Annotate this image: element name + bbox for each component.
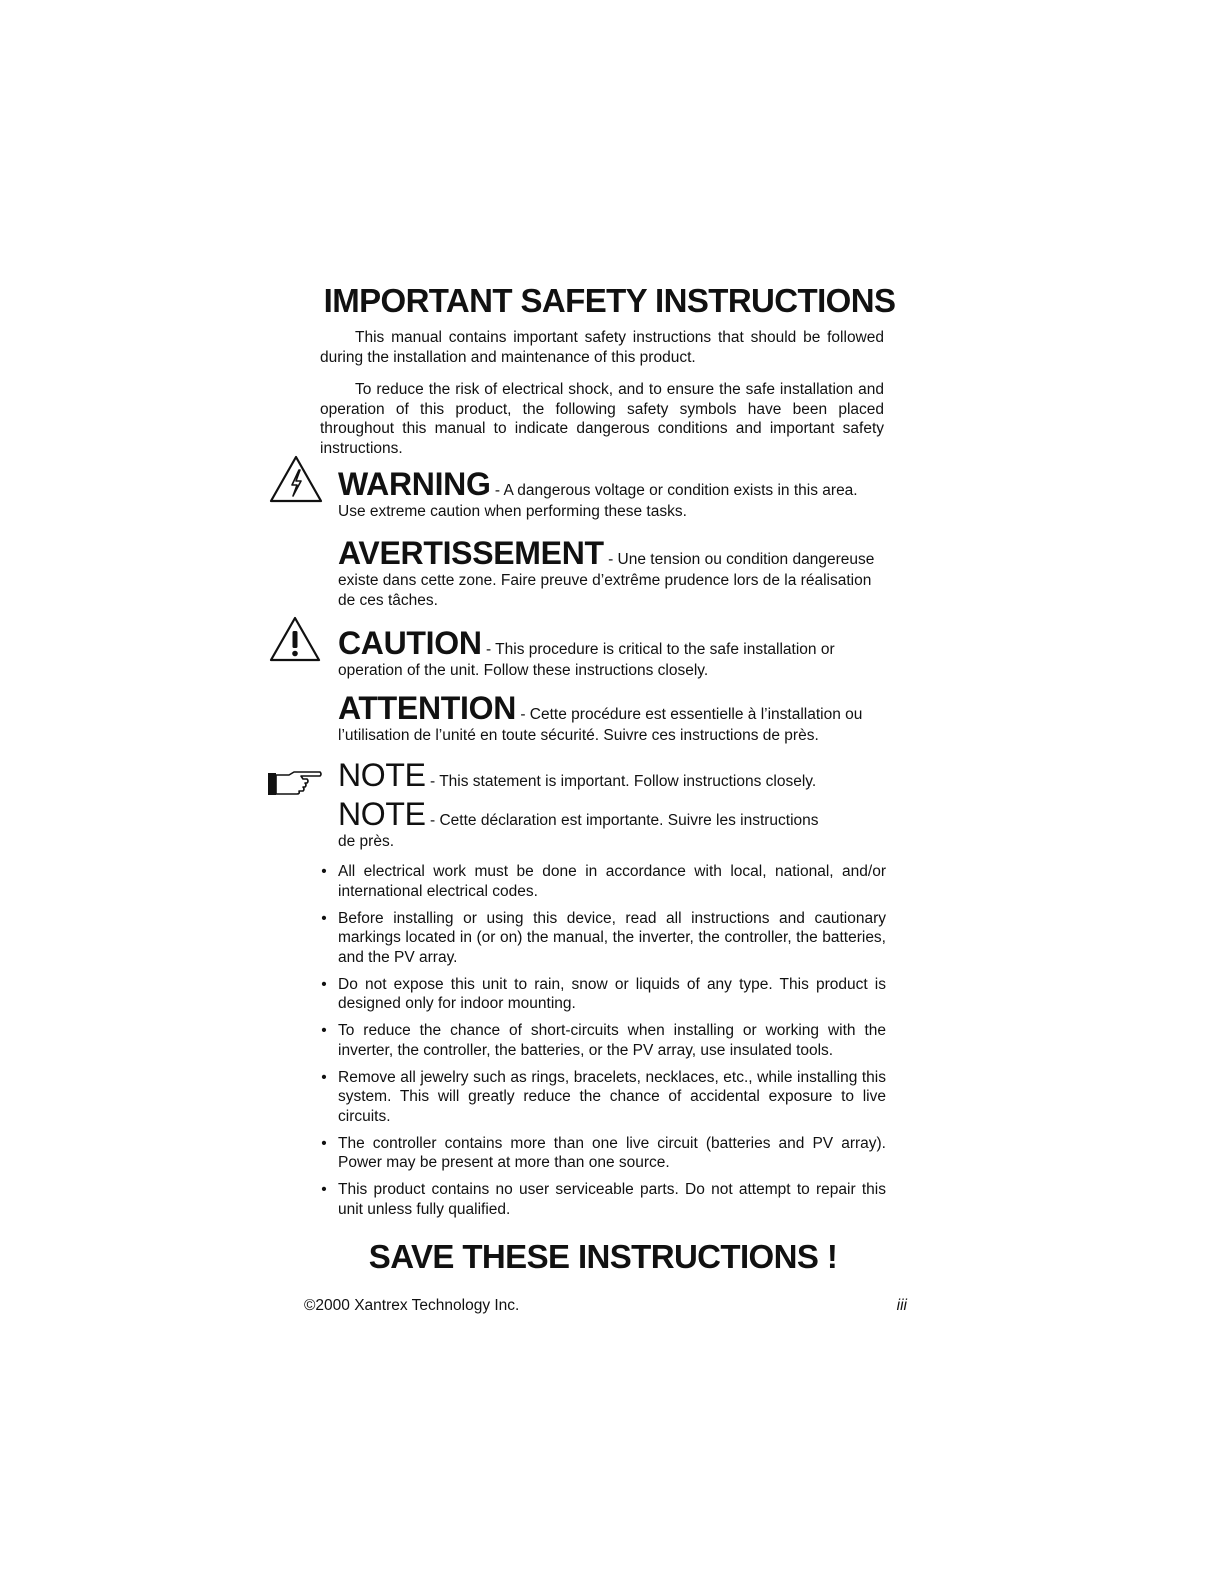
bullet-glyph: • [321,1022,327,1039]
note-fr-notice [338,796,838,852]
list-item [318,1180,886,1219]
avertissement-notice [338,535,883,610]
bullet-glyph: • [321,1134,327,1152]
save-instructions-heading: SAVE THESE INSTRUCTIONS ! [368,1238,838,1275]
attention-text: - Cette procédure est essentielle à l’installation ou l’utilisation de l’unité en toute sécurité. Suivre ces instructions de près. [338,706,863,744]
bullet-glyph: • [321,1181,327,1198]
list-item [318,975,886,1014]
list-item-text: All electrical work must be done in accordance with local, national, and/or international electrical codes. [338,863,886,900]
intro-paragraph-1-text: This manual contains important safety instructions that should be followed during the installation and maintenance of this product. [320,329,884,366]
list-item-text: Remove all jewelry such as rings, bracelets, necklaces, etc., while installing this system. This will greatly reduce the chance of accidental exposure to live circuits. [338,1068,886,1125]
list-item-text: The controller contains more than one live circuit (batteries and PV array). Power may be present at more than one source. [338,1134,886,1171]
attention-notice [338,690,873,746]
page-title: IMPORTANT SAFETY INSTRUCTIONS [323,282,896,319]
warning-text: - A dangerous voltage or condition exists in this area. Use extreme caution when performing these tasks. [338,482,858,520]
list-item-text: This product contains no user serviceable parts. Do not attempt to repair this unit unless fully qualified. [338,1181,886,1218]
note-text: - This statement is important. Follow instructions closely. [425,773,817,790]
caution-keyword: CAUTION [338,625,482,661]
bullet-glyph: • [321,1068,327,1086]
list-item [318,909,886,968]
list-item-text: To reduce the chance of short-circuits when installing or working with the inverter, the controller, the batteries, or the PV array, use insulated tools. [338,1022,886,1059]
list-item [318,1134,886,1173]
intro-paragraph-2-text: To reduce the risk of electrical shock, and to ensure the safe installation and operation of this product, the following safety symbols have been placed throughout this manual to indicate dangerous conditions and important safety instructions. [320,381,884,457]
list-item-text: Before installing or using this device, read all instructions and cautionary markings located in (or on) the manual, the inverter, the controller, the batteries, and the PV array. [338,909,886,966]
note-fr-text: - Cette déclaration est importante. Suivre les instructions de près. [338,812,819,850]
list-item [318,1021,886,1060]
note-keyword: NOTE [338,757,426,793]
attention-keyword: ATTENTION [338,690,517,726]
list-item [318,862,886,901]
avertissement-keyword: AVERTISSEMENT [338,535,604,571]
warning-notice [338,466,886,522]
caution-notice [338,625,868,681]
pointing-hand-icon [267,769,323,797]
caution-text: - This procedure is critical to the safe installation or operation of the unit. Follow these instructions closely. [338,641,835,679]
electrical-hazard-triangle-icon [268,454,324,504]
note-notice [338,757,886,793]
intro-paragraph-1 [320,328,884,367]
bullet-glyph: • [321,975,327,993]
footer-page-number: iii [896,1297,907,1314]
exclamation-triangle-icon [268,615,322,663]
note-fr-keyword: NOTE [338,796,426,832]
bullet-glyph: • [321,909,327,927]
intro-paragraph-2 [320,380,884,458]
safety-bullet-list [318,862,886,1227]
warning-keyword: WARNING [338,466,491,502]
list-item [318,1068,886,1127]
footer-copyright: ©2000 Xantrex Technology Inc. [304,1297,520,1314]
avertissement-text: - Une tension ou condition dangereuse existe dans cette zone. Faire preuve d’extrême prudence lors de la réalisation de ces tâches. [338,551,875,609]
bullet-glyph: • [321,863,327,880]
list-item-text: Do not expose this unit to rain, snow or liquids of any type. This product is designed only for indoor mounting. [338,975,886,1012]
